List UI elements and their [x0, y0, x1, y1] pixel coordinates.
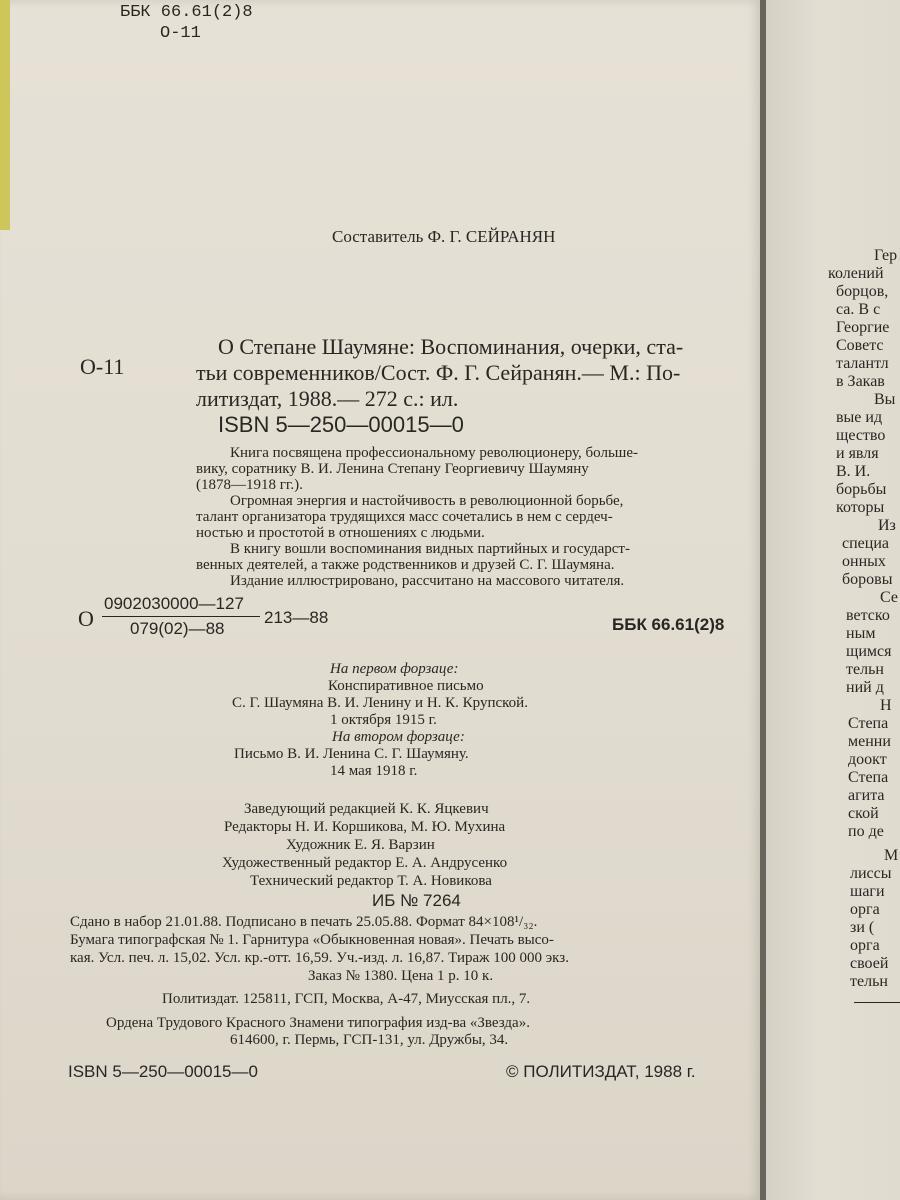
publisher-address: Политиздат. 125811, ГСП, Москва, А-47, Миусская пл., 7. [162, 991, 531, 1007]
right-page-fragment: В. И. [836, 463, 871, 480]
credit-line: Художник Е. Я. Варзин [286, 837, 435, 853]
right-page-fragment: ветско [846, 607, 890, 624]
right-page-fragment: и явля [836, 445, 879, 462]
right-page-fragment: менни [848, 733, 891, 750]
right-page-fragment: онных [842, 553, 886, 570]
right-page-fragment: са. В с [836, 301, 881, 318]
ib-number: ИБ № 7264 [372, 891, 461, 910]
annotation-line: талант организатора трудящихся масс сочетались в нем с сердеч- [196, 509, 613, 525]
right-page-fragment: вые ид [836, 409, 883, 426]
catalog-line-2: тьи современников/Сост. Ф. Г. Сейранян.— М.: По- [196, 360, 681, 385]
right-page-fragment: которы [836, 499, 885, 516]
right-page-fragment: своей [850, 955, 889, 972]
catalog-line-1: О Степане Шаумяне: Воспоминания, очерки, ста- [218, 334, 684, 359]
credit-line: Технический редактор Т. А. Новикова [250, 873, 492, 889]
formula-bbk: ББК 66.61(2)8 [612, 615, 725, 634]
right-page-fragment: агита [848, 787, 885, 804]
endpaper-second-label: На втором форзаце: [332, 729, 465, 745]
right-page-fragment: Се [880, 589, 898, 606]
right-page-fragment: Н [880, 697, 892, 714]
header-code: О-11 [160, 24, 201, 43]
right-page-fragment: Из [878, 517, 896, 534]
right-page-fragment: Советс [836, 337, 884, 354]
print-info-line: кая. Усл. печ. л. 15,02. Усл. кр.-отт. 16,59. Уч.-изд. л. 16,87. Тираж 100 000 экз. [70, 950, 569, 966]
right-page-fragment: ний д [846, 679, 884, 696]
credit-line: Заведующий редакцией К. К. Яцкевич [244, 801, 489, 817]
right-page-fragment: доокт [848, 751, 887, 768]
endpaper-first-label: На первом форзаце: [330, 661, 459, 677]
right-page-fragment: боровы [842, 571, 893, 588]
right-page-fragment: Гер [874, 247, 898, 264]
right-page-fragment: щество [836, 427, 886, 444]
right-page-fragment: Степа [848, 715, 889, 732]
annotation-line: вику, соратнику В. И. Ленина Степану Георгиевичу Шаумяну [196, 461, 589, 477]
endpaper-line: 1 октября 1915 г. [330, 712, 437, 728]
endpaper-line: Конспиративное письмо [328, 678, 484, 694]
annotation-line: Издание иллюстрировано, рассчитано на массового читателя. [230, 573, 625, 589]
right-page-fragment: лиссы [850, 865, 892, 882]
footer-isbn: ISBN 5—250—00015—0 [68, 1062, 258, 1081]
book-page-right [766, 0, 900, 1200]
catalog-isbn: ISBN 5—250—00015—0 [218, 412, 464, 437]
right-page-fragment: борцов, [836, 283, 889, 300]
formula-numerator: 0902030000—127 [104, 594, 244, 613]
annotation-line: ностью и простотой в отношениях с людьми. [196, 525, 485, 541]
right-page-fragment: по де [848, 823, 884, 840]
right-page-fragment: талантл [836, 355, 889, 372]
catalog-line-3: литиздат, 1988.— 272 с.: ил. [196, 386, 459, 411]
right-page-fragment: орга [850, 901, 880, 918]
formula-number: 213—88 [264, 608, 329, 627]
fraction-bar [102, 616, 260, 617]
print-info-line: Сдано в набор 21.01.88. Подписано в печать 25.05.88. Формат 84×108¹/₃₂. [70, 914, 538, 930]
endpaper-line: 14 мая 1918 г. [330, 763, 418, 779]
right-page-fragment: орга [850, 937, 880, 954]
formula-denominator: 079(02)—88 [130, 619, 225, 638]
annotation-line: (1878—1918 гг.). [196, 477, 303, 493]
right-page-rule [854, 1002, 900, 1003]
right-page-fragment: М [884, 847, 899, 864]
right-page-fragment: Вы [874, 391, 896, 408]
annotation-line: Огромная энергия и настойчивость в революционной борьбе, [230, 493, 624, 509]
page-edge [0, 0, 10, 230]
compiler: Составитель Ф. Г. СЕЙРАНЯН [332, 227, 556, 246]
right-page-fragment: тельн [850, 973, 888, 990]
credit-line: Редакторы Н. И. Коршикова, М. Ю. Мухина [224, 819, 506, 835]
right-page-fragment: щимся [846, 643, 892, 660]
credit-line: Художественный редактор Е. А. Андрусенко [222, 855, 508, 871]
right-page-fragment: ным [846, 625, 876, 642]
printer-line: Ордена Трудового Красного Знамени типография изд-ва «Звезда». [106, 1015, 530, 1031]
annotation-line: Книга посвящена профессиональному революционеру, больше- [230, 445, 638, 461]
right-page-fragment: зи ( [850, 919, 875, 936]
right-page-fragment: в Закав [836, 373, 885, 390]
right-page-fragment: тельн [846, 661, 884, 678]
endpaper-line: Письмо В. И. Ленина С. Г. Шаумяну. [234, 746, 469, 762]
right-page-fragment: ской [848, 805, 879, 822]
annotation-line: В книгу вошли воспоминания видных партийных и государст- [230, 541, 630, 557]
print-info-line: Бумага типографская № 1. Гарнитура «Обыкновенная новая». Печать высо- [70, 932, 554, 948]
right-page-fragment: борьбы [836, 481, 887, 498]
printer-line: 614600, г. Пермь, ГСП-131, ул. Дружбы, 34. [230, 1032, 509, 1048]
header-bbk: ББК 66.61(2)8 [120, 3, 253, 22]
catalog-code: О-11 [80, 354, 125, 379]
right-page-fragment: колений [828, 265, 884, 282]
right-page-fragment: Георгие [836, 319, 890, 336]
formula-letter: О [78, 606, 94, 631]
right-page-fragment: специа [842, 535, 889, 552]
annotation-line: венных деятелей, а также родственников и друзей С. Г. Шаумяна. [196, 557, 615, 573]
print-info-line: Заказ № 1380. Цена 1 р. 10 к. [308, 968, 494, 984]
endpaper-line: С. Г. Шаумяна В. И. Ленину и Н. К. Крупской. [232, 695, 528, 711]
footer-copyright: © ПОЛИТИЗДАТ, 1988 г. [506, 1062, 696, 1081]
right-page-fragment: шаги [850, 883, 885, 900]
right-page-fragment: Степа [848, 769, 889, 786]
